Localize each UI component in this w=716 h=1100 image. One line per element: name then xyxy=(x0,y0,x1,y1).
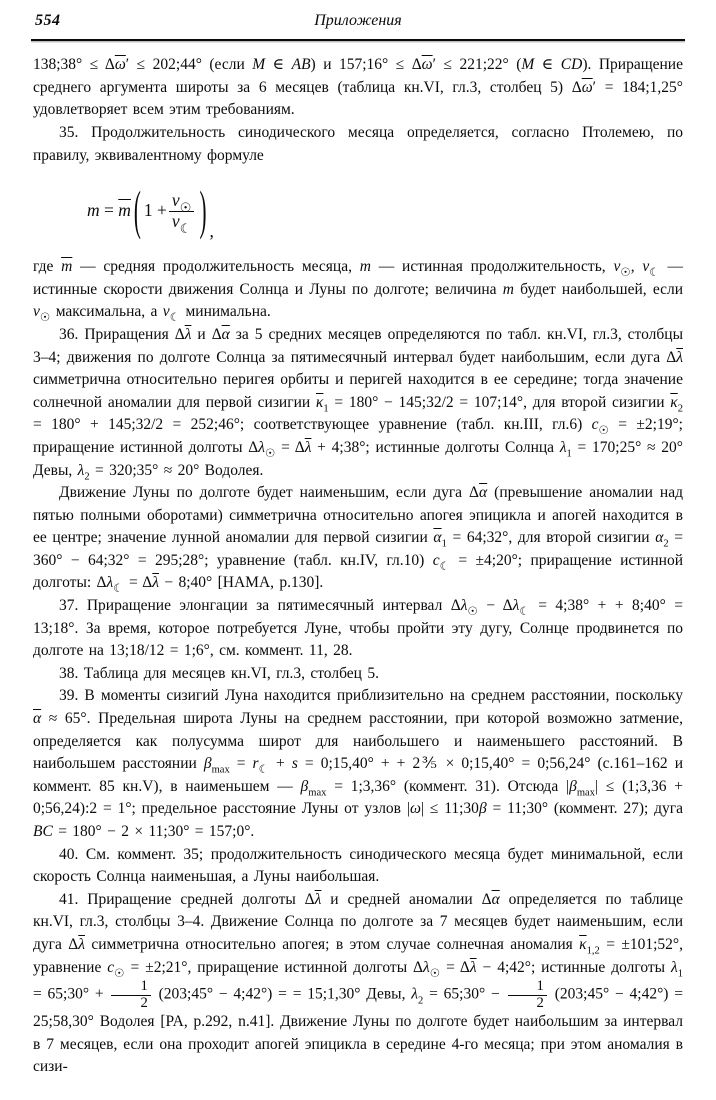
paragraph-40: 40. См. коммент. 35; продолжительность синодического месяца будет минимальной, если скорость Солнца наименьшая, а Луны наибольшая. xyxy=(33,845,683,886)
paragraph-36-moon: Движение Луны по долготе будет наименьшим, если дуга $\Delta\overline{\alpha}$ (превышение аномалии над пятью полными оборотами) симметрична относительно апогея эпицикла и апогей находится в ее центре; значение лунной аномалии для первой сизигии $\overline{\alpha}_1$ = 64;32°, для второй сизигии $\alpha_2 = 360^\circ$ − 64;32° = 295;28°; уравнение (табл. кн.IV, гл.10) $c_☾$ = ±4;20°; приращение истинной долготы: $\Delta\lambda_☾ = \Delta\overline{\lambda}$ − 8;40° [HAMA, p.130]. xyxy=(33,484,683,596)
header-divider xyxy=(31,39,685,42)
paragraph-38: 38. Таблица для месяцев кн.VI, гл.3, столбец 5. xyxy=(59,664,379,682)
page-number: 554 xyxy=(35,12,61,29)
page-body xyxy=(33,54,683,1079)
running-title: Приложения xyxy=(314,12,402,29)
paragraph-35: 35. Продолжительность синодического месяца определяется, согласно Птолемею, по правилу, эквивалентному формуле xyxy=(33,123,683,164)
paragraph-35-explanation: где $\overline{m}$ — средняя продолжительность месяца, m — истинная продолжительность, $v_☉$, $v_☾$ — истинные скорости движения Солнца и Луны по долготе; величина m будет наибольшей, если $v_☉$ максимальна, а $v_☾$ минимальна. xyxy=(33,258,683,325)
page-header xyxy=(33,6,683,39)
paragraph-41: 41. Приращение средней долготы $\Delta\overline{\lambda}$ и средней аномалии $\Delta\overline{\alpha}$ определяется по таблице кн.VI, гл.3, столбцы 3–4. Движение Солнца по долготе за 7 месяцев будет наименьшим, если дуга $\Delta\overline{\lambda}$ симметрична относительно апогея; в этом случае солнечная аномалия $\overline{\kappa}_{1,2}$ = ±101;52°, уравнение $c_☉$ = ±2;21°, приращение истинной долготы $\Delta\lambda_☉ = \Delta\overline{\lambda}$ − 4;42°; истинные долготы $\lambda_1$ = 65;30° + $\frac{1}{2}$ (203;45° − 4;42°) = = 15;1,30° Девы, $\lambda_2$ = 65;30° − $\frac{1}{2}$ (203;45° − 4;42°) = 25;58,30° Водолея [PA, p.292, n.41]. Движение Луны по долготе будет наибольшим за интервал в 7 месяцев, если она проходит апогей эпицикла в середине 4-го месяца; при этом аномалия в сизи- xyxy=(33,890,684,1076)
paragraph-39: 39. В моменты сизигий Луна находится приблизительно на среднем расстоянии, поскольку $\overline{\alpha} \approx 65^\circ$. Предельная широта Луны на среднем расстоянии, при которой возможно затмение, определяется как полусумма широт для наибольшего и наименьшего расстояний. В наибольшем расстоянии $\beta_{max} = r_☾ + s$ = 0;15,40° + + 2⅗ × 0;15,40° = 0;56,24° (с.161–162 и коммент. 85 кн.V), в наименьшем — $\beta_{max}$ = 1;3,36° (коммент. 31). Отсюда $|\beta_{max}|$ ≤ (1;3,36 + 0;56,24):2 = 1°; предельное расстояние Луны от узлов |ω| ≤ 11;30β = 11;30° (коммент. 27); дуга BC = 180° − 2 × 11;30° = 157;0°. xyxy=(33,687,684,840)
paragraph-36: 36. Приращения $\Delta\overline{\lambda}$ и $\Delta\overline{\alpha}$ за 5 средних месяцев определяются по табл. кн.VI, гл.3, столбцы 3–4; движения по долготе Солнца за пятимесячный интервал будет наибольшим, если дуга $\Delta\overline{\lambda}$ симметрична относительно перигея орбиты и перигей находится в ее середине; тогда значение солнечной аномалии для первой сизигии $\overline{\kappa}_1 = 180^\circ$ − 145;32/2 = 107;14°, для второй сизигии $\overline{\kappa}_2 = 180^\circ$ + 145;32/2 = 252;46°; соответствующее уравнение (табл. кн.III, гл.6) $c_☉$ = ±2;19°; приращение истинной долготы $\Delta\lambda_☉ = \Delta\overline{\lambda}$ + 4;38°; истинные долготы Солнца $\lambda_1$ = 170;25° ≈ 20° Девы, $\lambda_2$ = 320;35° ≈ 20° Водолея. xyxy=(33,325,684,483)
paragraph-37: 37. Приращение элонгации за пятимесячный интервал $\Delta\lambda_☉ - \Delta\lambda_☾$ = 4;38° + + 8;40° = 13;18°. За время, которое потребуется Луне, чтобы пройти эту дугу, Солнце продвинется по долготе на 13;18/12 = 1;6°, см. коммент. 11, 28. xyxy=(33,597,683,660)
paragraph-continuation: 138;38° ≤ $\Delta\overline{\omega}'$ ≤ 202;44° (если M ∈ AB) и 157;16° ≤ $\Delta\overline{\omega}'$ ≤ 221;22° (M ∈ CD). Приращение среднего аргумента широты за 6 месяцев (таблица кн.VI, гл.3, столбец 5) $\Delta\overline{\omega}'$ = 184;1,25° удовлетворяет всем этим требованиям. xyxy=(33,56,683,119)
formula-synodic-month: $m = \overline{m}$ ( 1 + $\frac{v_☉}{v_☾}$ ) , xyxy=(87,179,214,241)
